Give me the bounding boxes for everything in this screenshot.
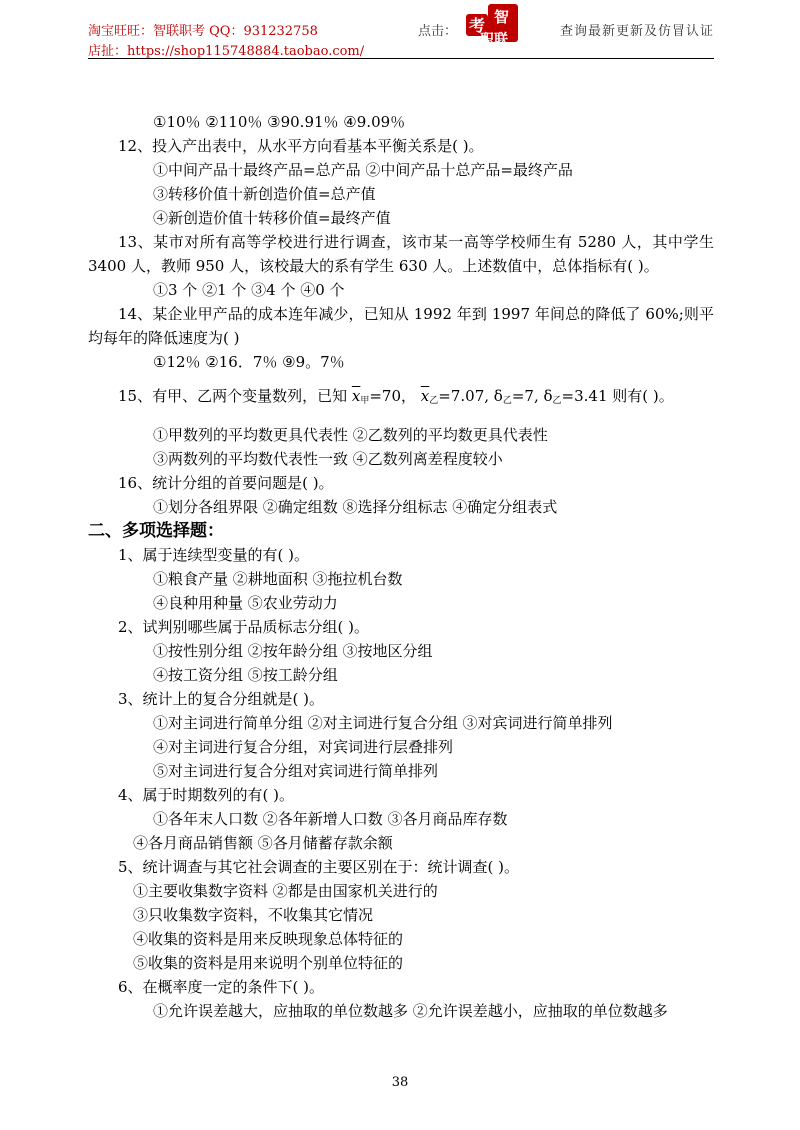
m5-options-a: ①主要收集数字资料 ②都是由国家机关进行的 [133,882,438,900]
document-body [88,110,714,1023]
click-label: 点击： [418,24,458,39]
m2-stem: 2、试判别哪些属于品质标志分组( )。 [118,618,370,636]
m6-stem: 6、在概率度一定的条件下( )。 [118,978,325,996]
q14-options: ①12％ ②16．7％ ⑨9。7％ [153,353,345,371]
m5-options-c: ④收集的资料是用来反映现象总体特征的 [133,930,404,948]
m5-options-b: ③只收集数字资料，不收集其它情况 [133,906,374,924]
m5-stem: 5、统计调查与其它社会调查的主要区别在于：统计调查( )。 [118,858,520,876]
m5-options-d: ⑤收集的资料是用来说明个别单位特征的 [133,954,404,972]
m4-options-b: ④各月商品销售额 ⑤各月储蓄存款余额 [133,834,393,852]
q12-options-a: ①中间产品十最终产品=总产品 ②中间产品十总产品=最终产品 [153,161,573,179]
m1-stem: 1、属于连续型变量的有( )。 [118,546,310,564]
svg-text:职联: 职联 [480,32,508,46]
page-header [88,8,714,59]
m3-stem: 3、统计上的复合分组就是( )。 [118,690,325,708]
zhilian-logo[interactable] [466,4,522,46]
q13-stem: 13、某市对所有高等学校进行进行调查，该市某一高等学校师生有 5280 人，其中学生 3400 人，教师 950 人，该校最大的系有学生 630 人。上述数值中，总体指标有( )。 [88,233,714,275]
q12-stem: 12、投入产出表中，从水平方向看基本平衡关系是( )。 [118,137,484,155]
m2-options-a: ①按性别分组 ②按年龄分组 ③按地区分组 [153,642,433,660]
q13-options: ①3 个 ②1 个 ③4 个 ④0 个 [153,281,345,299]
m6-options-a: ①允许误差越大，应抽取的单位数越多 ②允许误差越小，应抽取的单位数越多 [153,1002,668,1020]
shop-link[interactable]: 店扯：https://shop115748884.taobao.com/ [88,44,365,59]
m3-options-c: ⑤对主词进行复合分组对宾词进行简单排列 [153,762,439,780]
m2-options-b: ④按工资分组 ⑤按工龄分组 [153,666,338,684]
q15-options-a: ①甲数列的平均数更具代表性 ②乙数列的平均数更具代表性 [153,426,548,444]
x-bar-symbol: $\overline{x}$ [420,387,430,405]
m1-options-a: ①粮食产量 ②耕地面积 ③拖拉机台数 [153,570,403,588]
q15-options-b: ③两数列的平均数代表性一致 ④乙数列离差程度较小 [153,450,503,468]
m1-options-b: ④良种用种量 ⑤农业劳动力 [153,594,338,612]
q11-options: ①10％ ②110％ ③90.91％ ④9.09％ [153,113,406,131]
verify-link[interactable]: 查询最新更新及仿冒认证 [559,24,714,39]
m3-options-a: ①对主词进行简单分组 ②对主词进行复合分组 ③对宾词进行简单排列 [153,714,613,732]
m3-options-b: ④对主词进行复合分组，对宾词进行层叠排列 [153,738,454,756]
q12-options-c: ④新创造价值十转移价值=最终产值 [153,209,391,227]
q12-options-b: ③转移价值十新创造价值=总产值 [153,185,376,203]
svg-text:智: 智 [494,8,510,26]
taobao-contact: 淘宝旺旺：智联职考 QQ：931232758 [88,24,318,39]
x-bar-symbol: $\overline{x}$ [351,387,361,405]
section-heading: 二、多项选择题： [88,521,224,541]
m4-options-a: ①各年末人口数 ②各年新增人口数 ③各月商品库存数 [153,810,508,828]
m4-stem: 4、属于时期数列的有( )。 [118,786,295,804]
q16-stem: 16、统计分组的首要问题是( )。 [118,474,334,492]
q14-stem: 14、某企业甲产品的成本连年减少，已知从 1992 年到 1997 年间总的降低了 60%;则平均每年的降低速度为( ) [88,305,714,347]
page-number: 38 [391,1075,409,1090]
q16-options: ①划分各组界限 ②确定组数 ⑧选择分组标志 ④确定分组表式 [153,498,558,516]
svg-text:考: 考 [469,16,486,35]
q15-stem: 15、有甲、乙两个变量数列，已知 $\overline{x}_甲=70$， $\overline{x}_乙=7.07$, $\delta_乙=7$, $\delta_乙=3.41$ 则有( )。 [118,387,674,406]
